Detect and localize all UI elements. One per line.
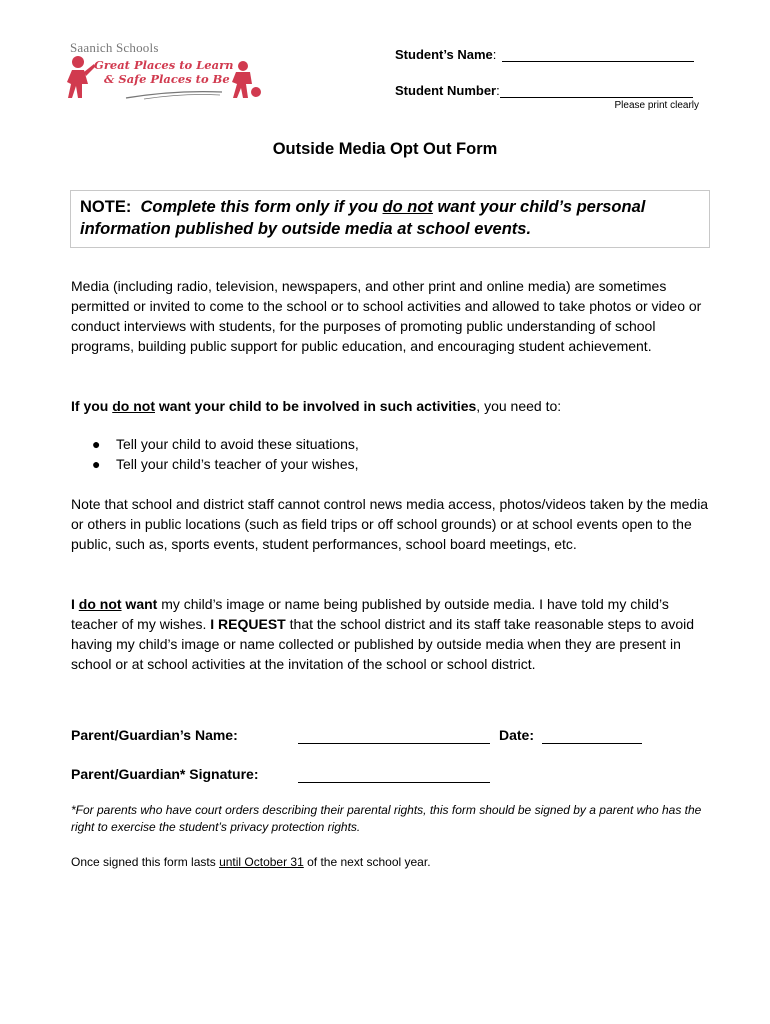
validity-date: until October 31 (219, 855, 304, 869)
child-figure-left-icon (64, 54, 96, 100)
validity-text-1: Once signed this form lasts (71, 855, 220, 869)
date-field[interactable] (542, 727, 642, 744)
instruction-underline: do not (112, 398, 155, 414)
student-name-label: Student’s Name (395, 47, 493, 62)
student-number-field[interactable] (500, 83, 693, 98)
instruction-list (92, 434, 359, 474)
request-text-1: my child’s image or name being published by outside media. I have told my child’s teacher of my wishes. (71, 596, 669, 632)
student-name-field[interactable] (502, 47, 694, 62)
child-figure-right-icon (230, 60, 262, 100)
guardian-name-field[interactable] (298, 727, 490, 744)
court-order-footnote: *For parents who have court orders describing their parental rights, this form should be signed by a parent who has the right to exercise the student’s privacy protection rights. (71, 803, 702, 834)
instruction-bold-1: If you (71, 398, 113, 414)
date-label: Date: (499, 727, 535, 743)
request-underline: do not (78, 596, 122, 612)
note-prefix: NOTE: (80, 198, 132, 216)
student-number-row: Student Number: (395, 83, 693, 98)
note-box (70, 190, 710, 248)
logo-swoosh-icon (124, 88, 224, 100)
list-item (92, 454, 359, 474)
instruction-paragraph (71, 396, 711, 416)
form-validity-note (71, 855, 431, 869)
request-bold-2: want (121, 596, 158, 612)
request-paragraph (71, 594, 711, 674)
student-name-row: Student’s Name: (395, 47, 694, 62)
guardian-signature-field[interactable] (298, 766, 490, 783)
note-text-2: want your child’s personal information published by outside media at school events. (80, 198, 646, 238)
instruction-bold-2: want your child to be involved in such activities (155, 398, 477, 414)
instruction-tail: , you need to: (476, 398, 562, 414)
school-district-logo (64, 40, 264, 104)
bullet-icon: ● (92, 456, 101, 472)
note-underline: do not (382, 198, 433, 216)
logo-tagline-1: Great Places to Learn (94, 58, 234, 72)
logo-tagline-2: & Safe Places to Be (104, 72, 230, 86)
list-item-text: Tell your child to avoid these situations, (116, 436, 359, 452)
logo-district-name: Saanich Schools (70, 40, 159, 55)
request-bold-3: I REQUEST (210, 616, 286, 632)
form-title: Outside Media Opt Out Form (272, 140, 498, 158)
validity-text-2: of the next school year. (303, 855, 431, 869)
request-bold-1: I (71, 596, 79, 612)
staff-control-paragraph: Note that school and district staff cannot control news media access, photos/videos taken by the media or others in public locations (such as field trips or off school grounds) or at school events open to the public, such as, sports events, student performances, school board meetings, etc. (71, 496, 709, 552)
guardian-signature-label: Parent/Guardian* Signature: (71, 766, 259, 782)
bullet-icon: ● (92, 436, 101, 452)
student-number-label: Student Number (395, 83, 497, 98)
print-clearly-note: Please print clearly (614, 100, 699, 111)
note-text-1: Complete this form only if you (140, 198, 383, 216)
media-description-paragraph: Media (including radio, television, newspapers, and other print and online media) are sometimes permitted or invited to come to the school or to school activities and allowed to take photos or video or conduct interviews with students, for the purposes of promoting public understanding of school programs, building public support for public education, and encouraging student achievement. (71, 278, 702, 354)
request-text-2: that the school district and its staff take reasonable steps to avoid having my child’s image or name collected or published by outside media when they are present in school or at school activities at the invitation of the school or school district. (71, 616, 695, 672)
guardian-name-label: Parent/Guardian’s Name: (71, 727, 238, 743)
list-item-text: Tell your child’s teacher of your wishes, (116, 456, 359, 472)
list-item (92, 434, 359, 454)
